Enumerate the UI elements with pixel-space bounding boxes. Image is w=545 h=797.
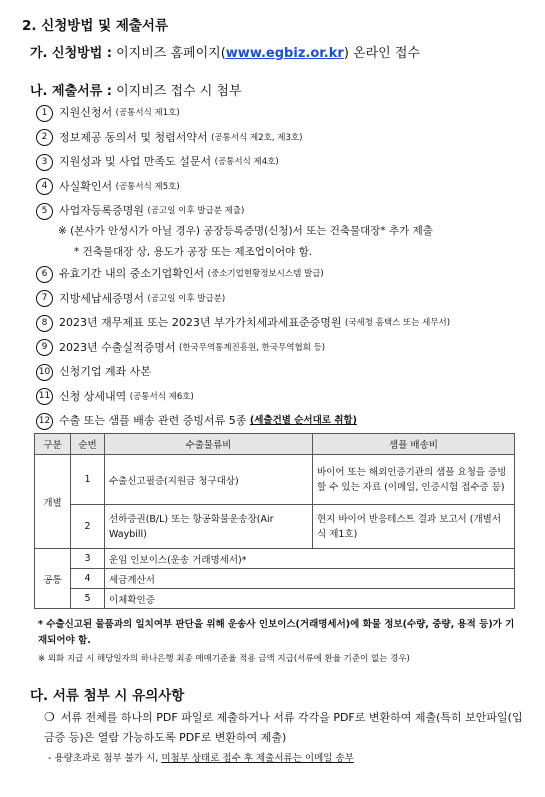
col-header-export: 수출물류비 [105, 434, 313, 455]
list-item [36, 265, 536, 290]
item-text: 수출 또는 샘플 배송 관련 증빙서류 5종 [59, 414, 247, 427]
circled-number: 5 [36, 203, 53, 220]
row-common: 운임 인보이스(운송 거래명세서)* [105, 549, 515, 569]
row-no: 4 [71, 569, 105, 589]
item-note-emphasis: (세출건별 순서대로 취합) [249, 415, 357, 426]
group-individual: 개별 [35, 455, 71, 549]
row-no: 5 [71, 589, 105, 609]
section-title: 2. 신청방법 및 제출서류 [22, 18, 168, 34]
list-item [36, 290, 536, 315]
row-no: 2 [71, 505, 105, 549]
circled-number: 4 [36, 178, 53, 195]
item-note: (공통서식 제2호, 제3호) [211, 132, 303, 143]
item-text: 신청 상세내역 [59, 389, 127, 403]
notice-bullet [44, 707, 524, 748]
evidence-table [34, 433, 515, 609]
list-item [36, 178, 536, 203]
item-note: (공통서식 제1호) [115, 108, 180, 118]
row-common: 세금계산서 [105, 569, 515, 589]
section-da-title: 다. 서류 첨부 시 유의사항 [30, 688, 185, 704]
bullet-text: 서류 전체를 하나의 PDF 파일로 제출하거나 서류 각각을 PDF로 변환하여 제출(특히 보안파일(입금증 등)은 열람 가능하도록 PDF로 변환하여 제출) [44, 711, 523, 744]
circled-number: 1 [36, 105, 53, 122]
row-sample: 현지 바이어 반응테스트 결과 보고서 (개별서식 제1호) [313, 505, 515, 549]
item-note: (국세청 홈택스 또는 세무서) [345, 318, 451, 328]
circled-number: 12 [36, 413, 53, 430]
item-note: (중소기업현황정보시스템 발급) [207, 269, 324, 279]
group-common: 공통 [35, 549, 71, 609]
item-text: 사업자등록증명원 [59, 204, 145, 217]
item-note: (공고일 이후 발급분) [147, 293, 226, 304]
circled-number: 11 [36, 388, 53, 405]
item-text: 지원신청서 [59, 106, 113, 119]
size-note-prefix: - 용량초과로 첨부 불가 시, [48, 753, 162, 764]
apply-site-prefix: 이지비즈 홈페이지( [111, 46, 226, 61]
list-item [36, 363, 536, 388]
doc-list-1 [36, 104, 536, 227]
table-header-row [35, 434, 515, 455]
item-text: 정보제공 동의서 및 청렴서약서 [59, 130, 208, 144]
table-row [35, 569, 515, 589]
row-export: 수출신고필증(지원금 청구대상) [105, 455, 313, 505]
doc-list-2 [36, 265, 536, 437]
row-no: 3 [71, 549, 105, 569]
circled-number: 8 [36, 315, 53, 332]
table-row [35, 505, 515, 549]
circled-number: 7 [36, 290, 53, 307]
table-row [35, 455, 515, 505]
row-export: 선하증권(B/L) 또는 항공화물운송장(Air Waybill) [105, 505, 313, 549]
list-item [36, 339, 536, 364]
apply-site-suffix: ) 온라인 접수 [343, 46, 420, 61]
apply-method-line [30, 42, 420, 61]
item-text: 지방세납세증명서 [59, 291, 145, 305]
footnote-invoice: * 수출신고된 물품과의 일치여부 판단을 위해 운송사 인보이스(거래명세서)에 화물 정보(수량, 중량, 용적 등)가 기재되어야 함. [38, 619, 515, 646]
row-common: 이체확인증 [105, 589, 515, 609]
circled-number: 2 [36, 129, 53, 146]
list-item [36, 314, 536, 339]
item-text: 신청기업 계좌 사본 [59, 365, 152, 378]
list-item [36, 388, 536, 413]
apply-method-label: 가. 신청방법 : [30, 46, 112, 61]
size-note [48, 750, 354, 764]
col-header-sample: 샘플 배송비 [313, 434, 515, 455]
item-note: (공통서식 제5호) [115, 181, 180, 192]
docs-header-label: 나. 제출서류 : [30, 84, 112, 99]
circled-number: 9 [36, 339, 53, 356]
egbiz-link[interactable]: www.egbiz.or.kr [225, 46, 344, 61]
item5-subnote: * 건축물대장 상, 용도가 공장 또는 제조업이어야 함. [74, 246, 313, 258]
item5-note: ※ (본사가 안성시가 아닐 경우) 공장등록증명(신청)서 또는 건축물대장* 추가 제출 [58, 225, 433, 237]
docs-header-value: 이지비즈 접수 시 첨부 [111, 84, 242, 99]
item-note: (공통서식 제4호) [214, 157, 279, 167]
circled-number: 3 [36, 154, 53, 171]
size-note-underlined: 미첨부 상태로 접수 후 제출서류는 이메일 송부 [161, 753, 354, 764]
list-item [36, 104, 536, 129]
row-no: 1 [71, 455, 105, 505]
table-row [35, 589, 515, 609]
bullet-mark: ❍ [44, 710, 55, 724]
footnote-exchange: ※ 외화 지급 시 해당일자의 하나은행 최종 매매기준율 적용 금액 지급(서류에 환율 기준이 없는 경우) [38, 654, 410, 664]
item-note: (공고일 이후 발급분 제출) [147, 206, 245, 216]
list-item [36, 153, 536, 178]
list-item [36, 129, 536, 154]
item-text: 2023년 재무제표 또는 2023년 부가가치세과세표준증명원 [59, 316, 342, 329]
item-note: (공통서식 제6호) [129, 391, 194, 402]
col-header-category: 구분 [35, 434, 71, 455]
item-text: 사실확인서 [59, 179, 113, 193]
item-text: 2023년 수출실적증명서 [59, 340, 176, 354]
docs-header [30, 80, 242, 99]
circled-number: 10 [36, 364, 53, 381]
circled-number: 6 [36, 266, 53, 283]
item-text: 지원성과 및 사업 만족도 설문서 [59, 155, 212, 168]
col-header-no: 순번 [71, 434, 105, 455]
row-sample: 바이어 또는 해외인증기관의 샘플 요청을 증빙할 수 있는 자료 (이메일, 인증시험 접수증 등) [313, 455, 515, 505]
item-note: (한국무역통계진흥원, 한국무역협회 등) [179, 342, 326, 353]
table-row [35, 549, 515, 569]
item-text: 유효기간 내의 중소기업확인서 [59, 267, 205, 280]
